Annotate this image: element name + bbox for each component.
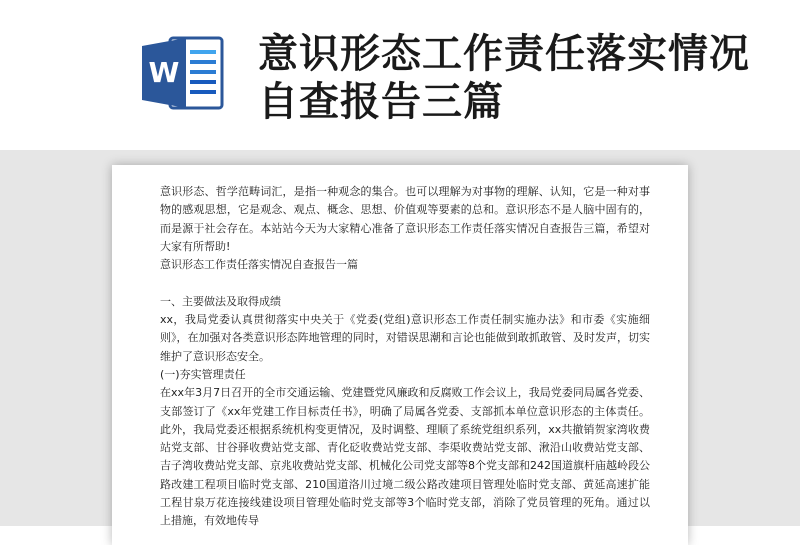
blank-line [160, 274, 650, 292]
document-paragraph: 在xx年3月7日召开的全市交通运输、党建暨党风廉政和反腐败工作会议上，我局党委同局属各党委、支部签订了《xx年党建工作目标责任书》，明确了局属各党委、支部抓本单位意识形态的主体责任。此外，我局党委还根据系统机构变更情况，及时调整、理顺了系统党组织系列，xx共撤销贺家湾收费站党支部、甘谷驿收费站党支部、青化砭收费站党支部、李渠收费站党支部、湫沿山收费站党支部、吉子湾收费站党支部、京兆收费站党支部、机械化公司党支部等8个党支部和242国道旗杆庙越岭段公路改建工程项目临时党支部、210国道洛川过境二级公路改建项目管理处临时党支部、黄延高速扩能工程甘泉万花连接线建设项目管理处临时党支部等3个临时党支部，消除了党员管理的死角。通过以上措施，有效地传导 [160, 386, 650, 528]
document-paragraph: 一、主要做法及取得成绩 [160, 294, 281, 308]
document-paragraph: xx，我局党委认真贯彻落实中央关于《党委(党组)意识形态工作责任制实施办法》和市委《实施细则》，在加强对各类意识形态阵地管理的同时，对错误思潮和言论也能做到敢抓敢管、及时发声，切实维护了意识形态安全。 [160, 313, 650, 363]
document-paragraph: 意识形态工作责任落实情况自查报告一篇 [160, 258, 358, 272]
document-page [112, 165, 688, 545]
word-icon-letter: W [148, 56, 180, 89]
page-title: 意识形态工作责任落实情况自查报告三篇 [258, 31, 750, 125]
word-document-icon [140, 34, 226, 112]
document-paragraph: (一)夯实管理责任 [160, 367, 246, 381]
header-banner [0, 0, 800, 150]
document-paragraph: 意识形态、哲学范畴词汇，是指一种观念的集合。也可以理解为对事物的理解、认知，它是一种对事物的感观思想，它是观念、观点、概念、思想、价值观等要素的总和。意识形态不是人脑中固有的，而是源于社会存在。本站站今天为大家精心准备了意识形态工作责任落实情况自查报告三篇，希望对大家有所帮助! [160, 185, 650, 253]
document-body [160, 183, 650, 531]
